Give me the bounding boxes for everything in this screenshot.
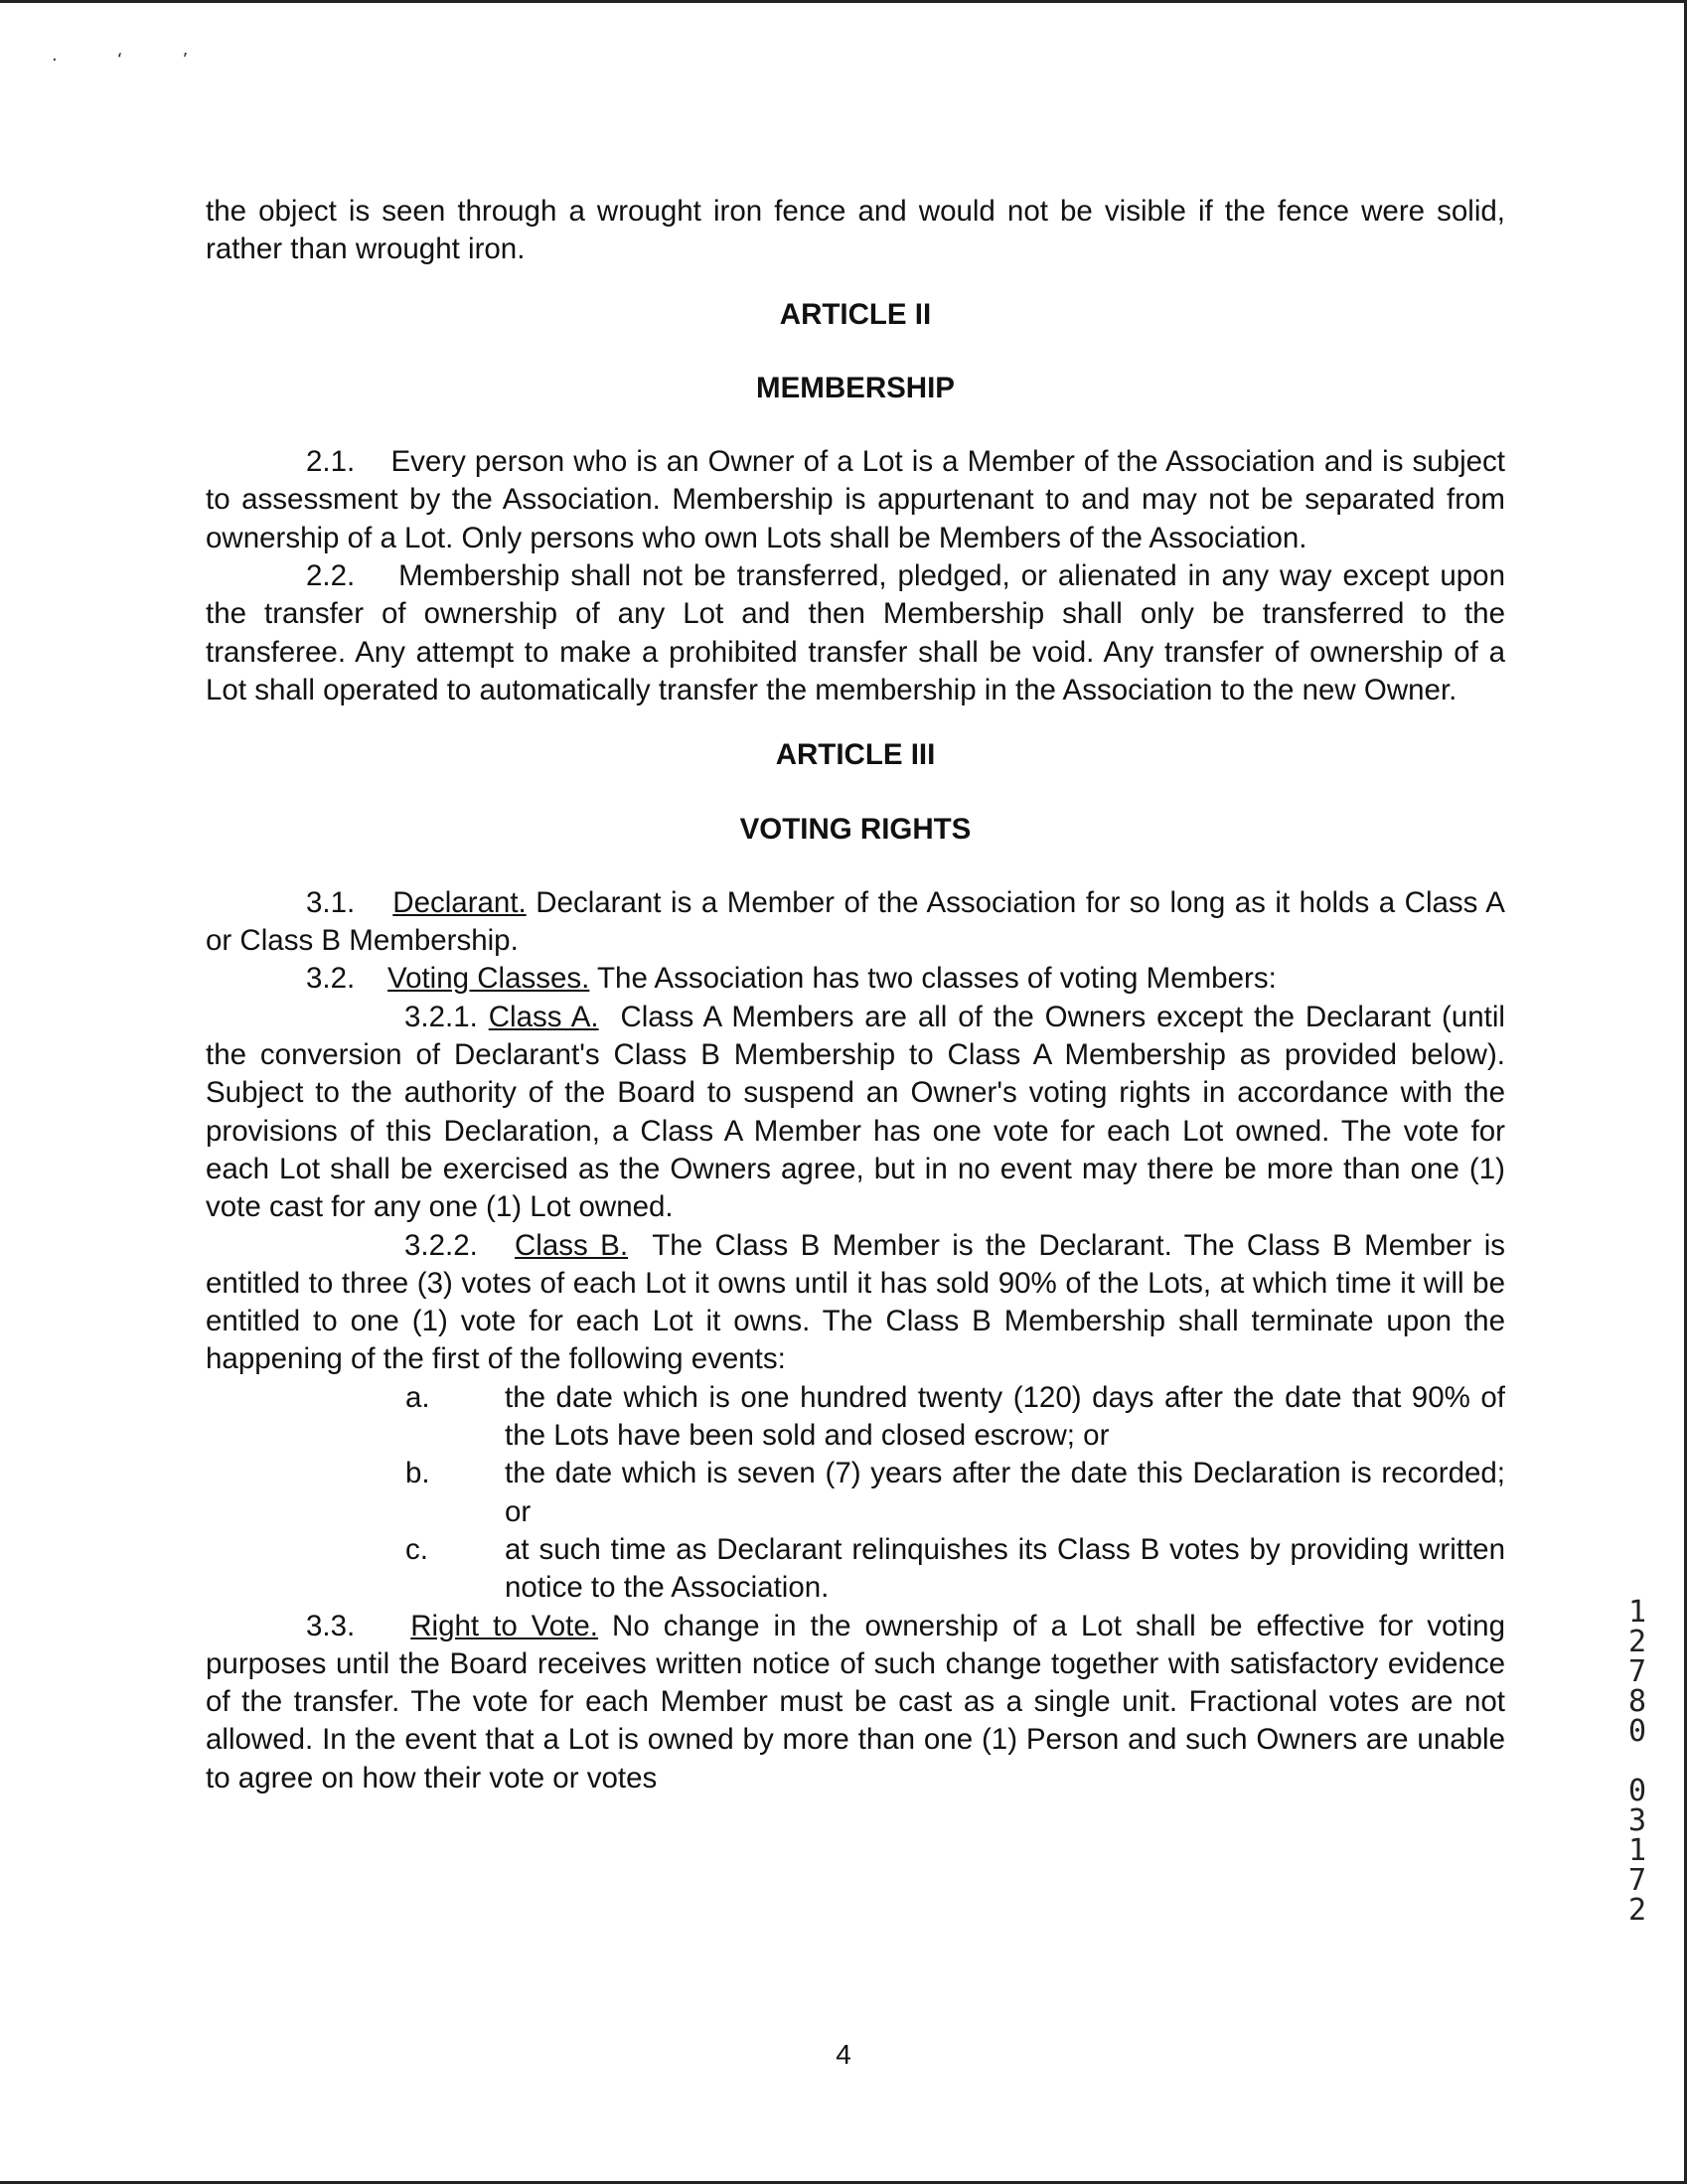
opening-paragraph: the object is seen through a wrought iron fence and would not be visible if the fence were solid, rather than wrought iron. — [206, 195, 1505, 266]
section-3-1 — [206, 884, 1505, 961]
list-text: the date which is one hundred twenty (120) days after the date that 90% of the Lots have been sold and closed escrow; or — [505, 1380, 1505, 1453]
section-2-1 — [206, 443, 1505, 557]
article-2-heading: ARTICLE II — [779, 297, 932, 331]
scan-border-top — [0, 0, 1687, 3]
termination-events-list — [206, 1379, 1505, 1608]
section-caption: Declarant. — [392, 885, 527, 919]
stamp-char: 1 — [1627, 1595, 1647, 1630]
section-caption: Class B. — [514, 1228, 629, 1262]
section-number: 3.2. — [306, 962, 356, 996]
scan-specks: ·‘’ — [52, 50, 248, 71]
section-number: 3.3. — [306, 1609, 356, 1642]
section-2-2 — [206, 557, 1505, 709]
list-marker: c. — [405, 1532, 428, 1566]
section-number: 2.2. — [306, 559, 356, 593]
section-caption: Class A. — [488, 1000, 599, 1033]
list-item — [206, 1531, 1505, 1608]
stamp-char — [1617, 1747, 1657, 1777]
stamp-char: 2 — [1627, 1893, 1647, 1928]
section-3-2-2 — [206, 1227, 1505, 1379]
stamp-char: 0 — [1627, 1714, 1647, 1749]
list-marker: a. — [405, 1380, 430, 1414]
list-text: at such time as Declarant relinquishes its Class B votes by providing written notice to the Association. — [505, 1532, 1505, 1605]
section-caption: Voting Classes. — [387, 962, 590, 996]
stamp-char: 8 — [1627, 1684, 1647, 1719]
page-number: 4 — [836, 2039, 851, 2070]
section-number: 3.1. — [306, 885, 356, 919]
section-text: The Class B Member is the Declarant. The Class B Member is entitled to three (3) votes of each Lot it owns until it has sold 90% of the Lots, at which time it will be entitled to one (1) vote for each Lot it owns. The Class B Membership shall terminate upon the happening of the first of the following events: — [206, 1228, 1505, 1376]
section-text: Class A Members are all of the Owners except the Declarant (until the conversion of Declarant's Class B Membership to Class A Membership as provided below). Subject to the authority of the Board to suspend an Owner's voting rights in accordance with the provisions of this Declaration, a Class A Member has one vote for each Lot owned. The vote for each Lot shall be exercised as the Owners agree, but in no event may there be more than one (1) vote cast for any one (1) Lot owned. — [206, 1000, 1505, 1224]
recording-stamp — [1617, 1595, 1657, 1928]
document-body — [206, 193, 1505, 1797]
stamp-char: 3 — [1627, 1803, 1647, 1838]
section-caption: Right to Vote. — [410, 1609, 598, 1642]
stamp-char: 7 — [1627, 1654, 1647, 1689]
section-3-2 — [206, 960, 1505, 998]
stamp-char: 1 — [1627, 1833, 1647, 1868]
section-text: The Association has two classes of voting Members: — [597, 962, 1277, 996]
section-text: Membership shall not be transferred, pledged, or alienated in any way except upon the transfer of ownership of any Lot and then Membership shall only be transferred to the transferee. Any attempt to make a prohibited transfer shall be void. Any transfer of ownership of a Lot shall operated to automatically transfer the membership in the Association to the new Owner. — [206, 559, 1505, 706]
list-item — [206, 1455, 1505, 1531]
section-text: Every person who is an Owner of a Lot is a Member of the Association and is subject to assessment by the Association. Membership is appurtenant to and may not be separated from ownership of a Lot. Only persons who own Lots shall be Members of the Association. — [206, 445, 1505, 554]
section-text: No change in the ownership of a Lot shall be effective for voting purposes until the Board receives written notice of such change together with satisfactory evidence of the transfer. The vote for each Member must be cast as a single unit. Fractional votes are not allowed. In the event that a Lot is owned by more than one (1) Person and such Owners are unable to agree on how their vote or votes — [206, 1609, 1505, 1794]
section-number: 3.2.2. — [404, 1228, 478, 1262]
list-item — [206, 1379, 1505, 1456]
stamp-char: 2 — [1627, 1625, 1647, 1659]
stamp-char: 7 — [1627, 1863, 1647, 1898]
section-number: 2.1. — [306, 445, 356, 479]
article-3-heading: ARTICLE III — [775, 738, 936, 772]
section-number: 3.2.1. — [404, 1000, 478, 1033]
section-text: Declarant is a Member of the Association for so long as it holds a Class A or Class B Membership. — [206, 885, 1505, 958]
stamp-char: 0 — [1627, 1774, 1647, 1808]
section-3-3 — [206, 1608, 1505, 1797]
article-2-title: MEMBERSHIP — [756, 371, 955, 404]
article-3-title: VOTING RIGHTS — [739, 812, 972, 846]
section-3-2-1 — [206, 999, 1505, 1227]
list-text: the date which is seven (7) years after the date this Declaration is recorded; or — [505, 1457, 1505, 1528]
list-marker: b. — [405, 1457, 430, 1490]
